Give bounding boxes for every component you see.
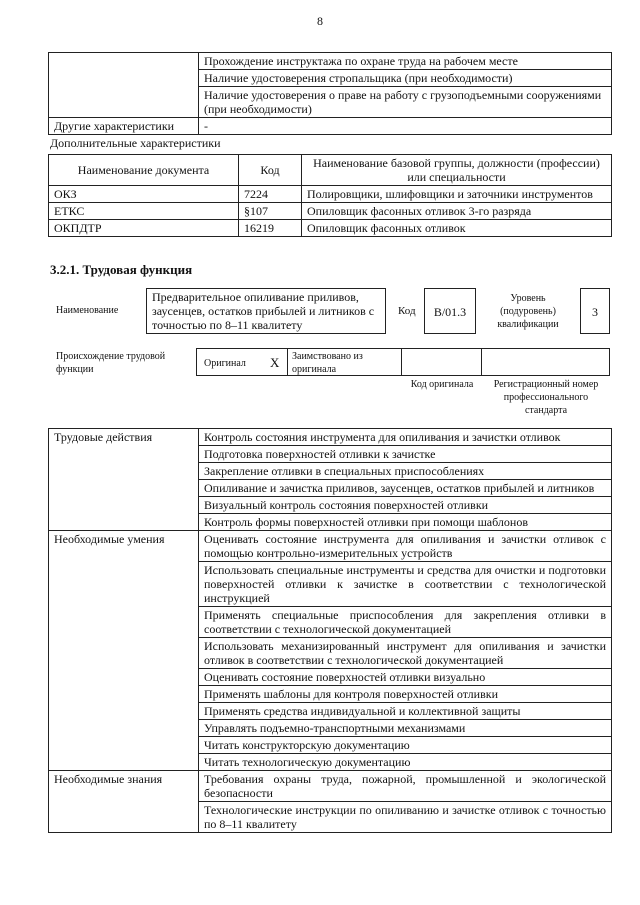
code-value: B/01.3 [433,305,467,319]
code-original-caption: Код оригинала [410,379,474,390]
table-row [49,771,612,802]
additional-table [48,154,612,237]
section-item-cell: Оценивать состояние инструмента для опиливания и зачистки отливок с помощью контрольно-измерительных устройств [199,531,612,562]
table-header-row [49,155,612,186]
section-title-cell: Трудовые действия [49,429,199,531]
borrowed-label: Заимствовано из оригинала [292,351,363,375]
level-label: Уровень (подуровень) квалификации [497,293,559,330]
table-cell: Полировщики, шлифовщики и заточники инструментов [302,186,612,203]
section-item-cell: Опиливание и зачистка приливов, заусенцев, остатков прибылей и литников [199,480,612,497]
header-cell: Код [239,155,302,186]
section-item-cell: Визуальный контроль состояния поверхностей отливки [199,497,612,514]
table-row [49,220,612,237]
function-name: Предварительное опиливание приливов, заусенцев, остатков прибылей и литников с точностью по 8–11 квалитету [152,290,375,332]
table-cell: ОКПДТР [49,220,239,237]
table-cell: Прохождение инструктажа по охране труда на рабочем месте [199,53,612,70]
table-cell: ЕТКС [49,203,239,220]
origin-row [196,348,610,376]
section-title-cell: Необходимые знания [49,771,199,833]
table-row [49,429,612,446]
original-label: Оригинал [204,358,246,369]
section-title-cell: Необходимые умения [49,531,199,771]
table-cell: Опиловщик фасонных отливок 3-го разряда [302,203,612,220]
origin-label: Происхождение трудовой функции [56,351,166,375]
section-item-cell: Контроль состояния инструмента для опиливания и зачистки отливок [199,429,612,446]
section-item-cell: Применять специальные приспособления для закрепления отливки в соответствии с технологической документацией [199,607,612,638]
table-cell: 16219 [239,220,302,237]
section-item-cell: Читать конструкторскую документацию [199,737,612,754]
table-row [49,53,612,70]
original-mark: X [270,355,280,370]
table-cell: Наличие удостоверения стропальщика (при необходимости) [199,70,612,87]
section-item-cell: Управлять подъемно-транспортными механизмами [199,720,612,737]
top-table [48,52,612,135]
section-item-cell: Технологические инструкции по опиливанию и зачистке отливок с точностью по 8–11 квалитету [199,802,612,833]
table-row [49,118,612,135]
main-table [48,428,612,833]
code-label: Код [398,305,416,317]
table-cell: Опиловщик фасонных отливок [302,220,612,237]
section-item-cell: Использовать механизированный инструмент для опиливания и зачистки отливок в соответствии с технологической документацией [199,638,612,669]
section-item-cell: Применять шаблоны для контроля поверхностей отливки [199,686,612,703]
header-cell: Наименование документа [49,155,239,186]
section-heading: 3.2.1. Трудовая функция [50,262,193,277]
table-cell [49,53,199,118]
section-item-cell: Читать технологическую документацию [199,754,612,771]
table-row [49,531,612,562]
section-item-cell: Использовать специальные инструменты и средства для очистки и подготовки поверхностей отливки к зачистке в соответствии с технологической инструкцией [199,562,612,607]
table-cell: ОКЗ [49,186,239,203]
section-item-cell: Применять средства индивидуальной и коллективной защиты [199,703,612,720]
additional-title: Дополнительные характеристики [50,136,221,150]
table-cell: §107 [239,203,302,220]
function-name-box [146,288,386,334]
level-box [580,288,610,334]
origin-divider-1 [287,348,288,376]
table-cell: - [199,118,612,135]
section-item-cell: Оценивать состояние поверхностей отливки визуально [199,669,612,686]
table-cell: Наличие удостоверения о праве на работу с грузоподъемными сооружениями (при необходимости) [199,87,612,118]
section-item-cell: Закрепление отливки в специальных приспособлениях [199,463,612,480]
level-value: 3 [592,305,598,319]
header-cell: Наименование базовой группы, должности (профессии) или специальности [302,155,612,186]
section-item-cell: Требования охраны труда, пожарной, промышленной и экологической безопасности [199,771,612,802]
reg-number-caption: Регистрационный номер профессионального стандарта [493,379,599,416]
section-item-cell: Подготовка поверхностей отливки к зачистке [199,446,612,463]
table-row [49,203,612,220]
code-box [424,288,476,334]
table-cell: 7224 [239,186,302,203]
section-item-cell: Контроль формы поверхностей отливки при помощи шаблонов [199,514,612,531]
table-row [49,186,612,203]
origin-divider-3 [481,348,482,376]
origin-divider-2 [401,348,402,376]
table-cell: Другие характеристики [49,118,199,135]
page-number: 8 [317,14,323,28]
name-label: Наименование [56,305,119,316]
